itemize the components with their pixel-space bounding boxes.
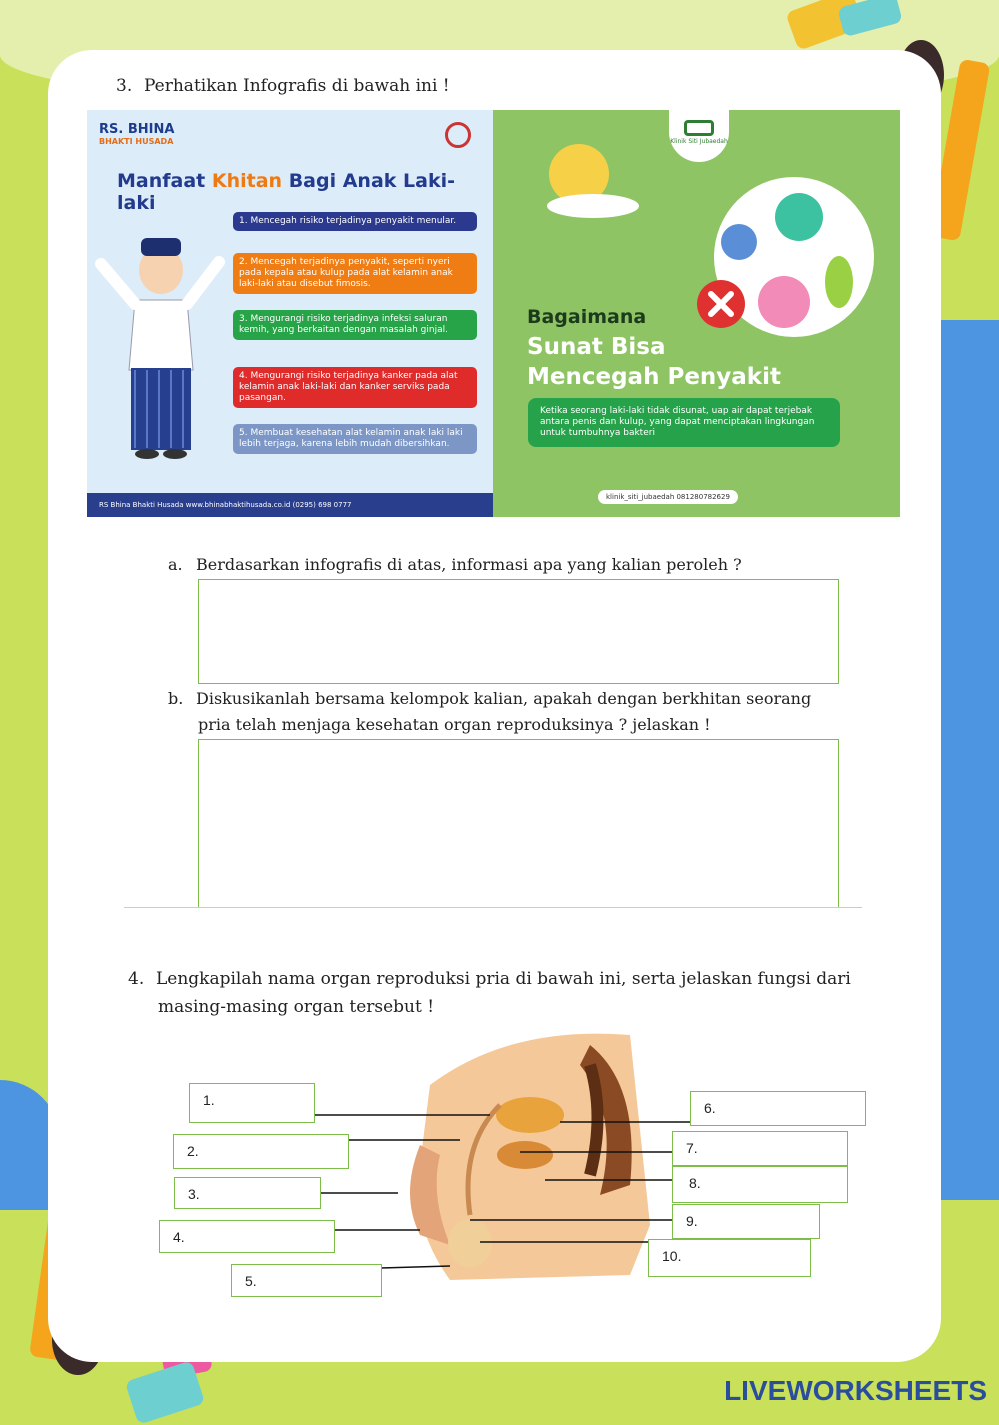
question-3a-text: Berdasarkan infografis di atas, informasi apa yang kalian peroleh ? <box>196 555 742 574</box>
label-box-8[interactable]: 8. <box>672 1166 848 1203</box>
heading-line-2: Sunat Bisa <box>527 334 666 360</box>
benefit-3: 3. Mengurangi risiko terjadinya infeksi saluran kemih, yang berkaitan dengan masalah ginjal. <box>233 310 477 340</box>
benefit-4: 4. Mengurangi risiko terjadinya kanker pada alat kelamin anak laki-laki dan kanker serviks pada pasangan. <box>233 367 477 408</box>
label-box-4[interactable]: 4. <box>159 1220 335 1253</box>
title-highlight: Khitan <box>211 170 283 192</box>
infographic-explanation: Ketika seorang laki-laki tidak disunat, uap air dapat terjebak antara penis dan kulup, yang dapat menciptakan lingkungan untuk tumbuhnya bakteri <box>528 398 840 447</box>
heading-line-1: Bagaimana <box>527 306 647 328</box>
question-number: 3. <box>116 76 133 96</box>
label-box-2[interactable]: 2. <box>173 1134 349 1169</box>
heading-line-3: Mencegah Penyakit <box>527 364 781 390</box>
infographic-footer: RS Bhina Bhakti Husada www.bhinabhaktihusada.co.id (0295) 698 0777 <box>87 493 493 517</box>
label-box-9[interactable]: 9. <box>672 1204 820 1239</box>
sub-question-label: a. <box>168 555 183 574</box>
klinik-contact: klinik_siti_jubaedah 081280782629 <box>598 490 738 504</box>
benefit-5: 5. Membuat kesehatan alat kelamin anak laki laki lebih terjaga, karena lebih mudah dibersihkan. <box>233 424 477 454</box>
label-box-7[interactable]: 7. <box>672 1131 848 1166</box>
question-number: 4. <box>128 969 145 989</box>
sub-question-label: b. <box>168 689 184 708</box>
benefit-2: 2. Mencegah terjadinya penyakit, seperti nyeri pada kepala atau kulup pada alat kelamin anak laki-laki atau disebut fimosis. <box>233 253 477 294</box>
question-3b-line1: Diskusikanlah bersama kelompok kalian, apakah dengan berkhitan seorang <box>196 689 812 708</box>
title-part1: Manfaat <box>117 170 212 192</box>
label-box-3[interactable]: 3. <box>174 1177 321 1209</box>
label-box-5[interactable]: 5. <box>231 1264 382 1297</box>
label-box-1[interactable]: 1. <box>189 1083 315 1123</box>
klinik-logo-text: Klinik Siti Jubaedah <box>670 138 728 145</box>
liveworksheets-logo[interactable]: LIVEWORKSHEETS <box>724 1375 987 1406</box>
logo-sub: BHAKTI HUSADA <box>99 137 174 146</box>
question-3b-line2: pria telah menjaga kesehatan organ reproduksinya ? jelaskan ! <box>198 715 711 734</box>
benefit-1: 1. Mencegah risiko terjadinya penyakit menular. <box>233 212 477 231</box>
logo-name: RS. BHINA <box>99 122 175 137</box>
label-box-10[interactable]: 10. <box>648 1239 811 1277</box>
question-3-prompt: Perhatikan Infografis di bawah ini ! <box>144 76 450 96</box>
question-4-line2: masing-masing organ tersebut ! <box>158 997 435 1017</box>
title-part2: Bagi Anak Laki-laki <box>117 170 455 214</box>
question-4-line1: Lengkapilah nama organ reproduksi pria di bawah ini, serta jelaskan fungsi dari <box>156 969 851 989</box>
label-box-6[interactable]: 6. <box>690 1091 866 1126</box>
